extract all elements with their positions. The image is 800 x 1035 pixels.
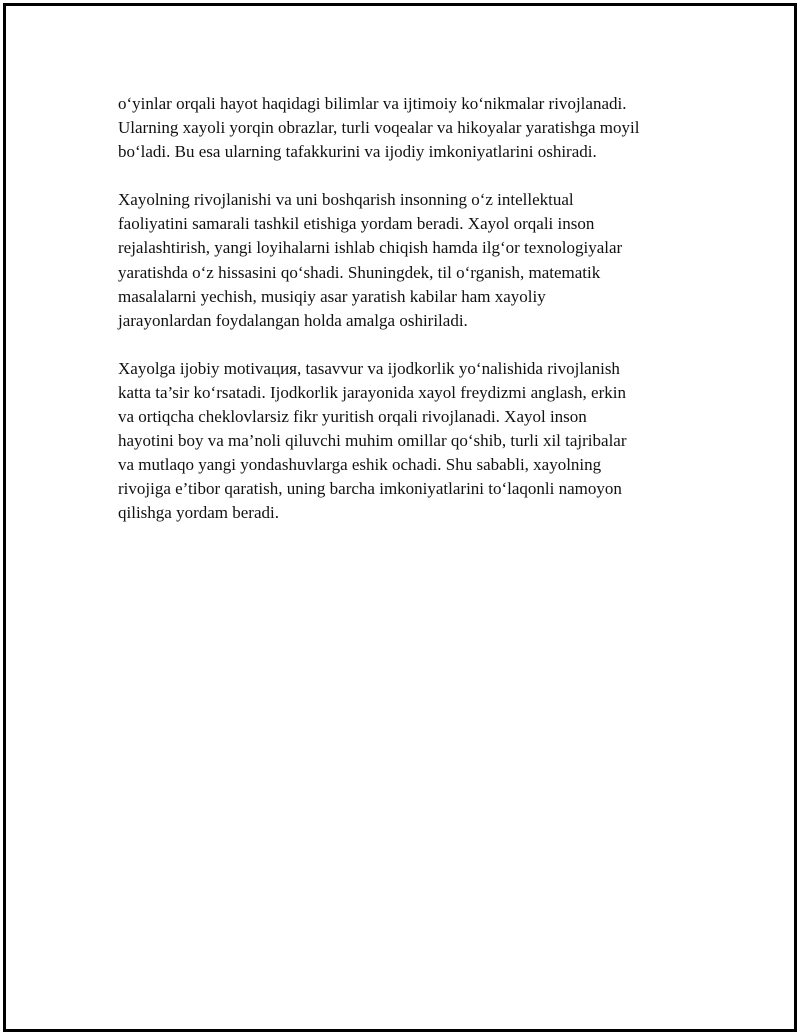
text-line: bo‘ladi. Bu esa ularning tafakkurini va ijodiy imkoniyatlarini oshiradi.: [118, 142, 597, 162]
text-line: o‘yinlar orqali hayot haqidagi bilimlar va ijtimoiy ko‘nikmalar rivojlanadi.: [118, 94, 627, 113]
text-line: Xayolning rivojlanishi va uni boshqarish insonning o‘z intellektual: [118, 190, 574, 210]
paragraph-1: [118, 92, 698, 164]
paragraph-2: [118, 188, 698, 333]
text-line: katta ta’sir ko‘rsatadi. Ijodkorlik jarayonida xayol freydizmi anglash, erkin: [118, 382, 626, 402]
text-line: faoliyatini samarali tashkil etishiga yordam beradi. Xayol orqali inson: [118, 214, 595, 234]
paragraph-3: [118, 357, 698, 526]
text-line: va ortiqcha cheklovlarsiz fikr yuritish orqali rivojlanadi. Xayol inson: [118, 407, 587, 427]
text-line: Xayolga ijobiy motivация, tasavvur va ijodkorlik yo‘nalishida rivojlanish: [118, 358, 620, 378]
text-line: hayotini boy va ma’noli qiluvchi muhim omillar qo‘shib, turli xil tajribalar: [118, 431, 627, 451]
text-line: yaratishda o‘z hissasini qo‘shadi. Shuningdek, til o‘rganish, matematik: [118, 262, 601, 282]
text-line: Ularning xayoli yorqin obrazlar, turli voqealar va hikoyalar yaratishga moyil: [118, 118, 640, 138]
text-line: qilishga yordam beradi.: [118, 503, 279, 523]
text-line: jarayonlardan foydalangan holda amalga oshiriladi.: [118, 310, 468, 330]
text-line: rejalashtirish, yangi loyihalarni ishlab chiqish hamda ilg‘or texnologiyalar: [118, 238, 623, 258]
text-line: va mutlaqo yangi yondashuvlarga eshik ochadi. Shu sababli, xayolning: [118, 455, 602, 475]
text-line: masalalarni yechish, musiqiy asar yaratish kabilar ham xayoliy: [118, 286, 546, 306]
text-line: rivojiga e’tibor qaratish, uning barcha imkoniyatlarini to‘laqonli namoyon: [118, 479, 622, 499]
document-body: [118, 92, 698, 550]
